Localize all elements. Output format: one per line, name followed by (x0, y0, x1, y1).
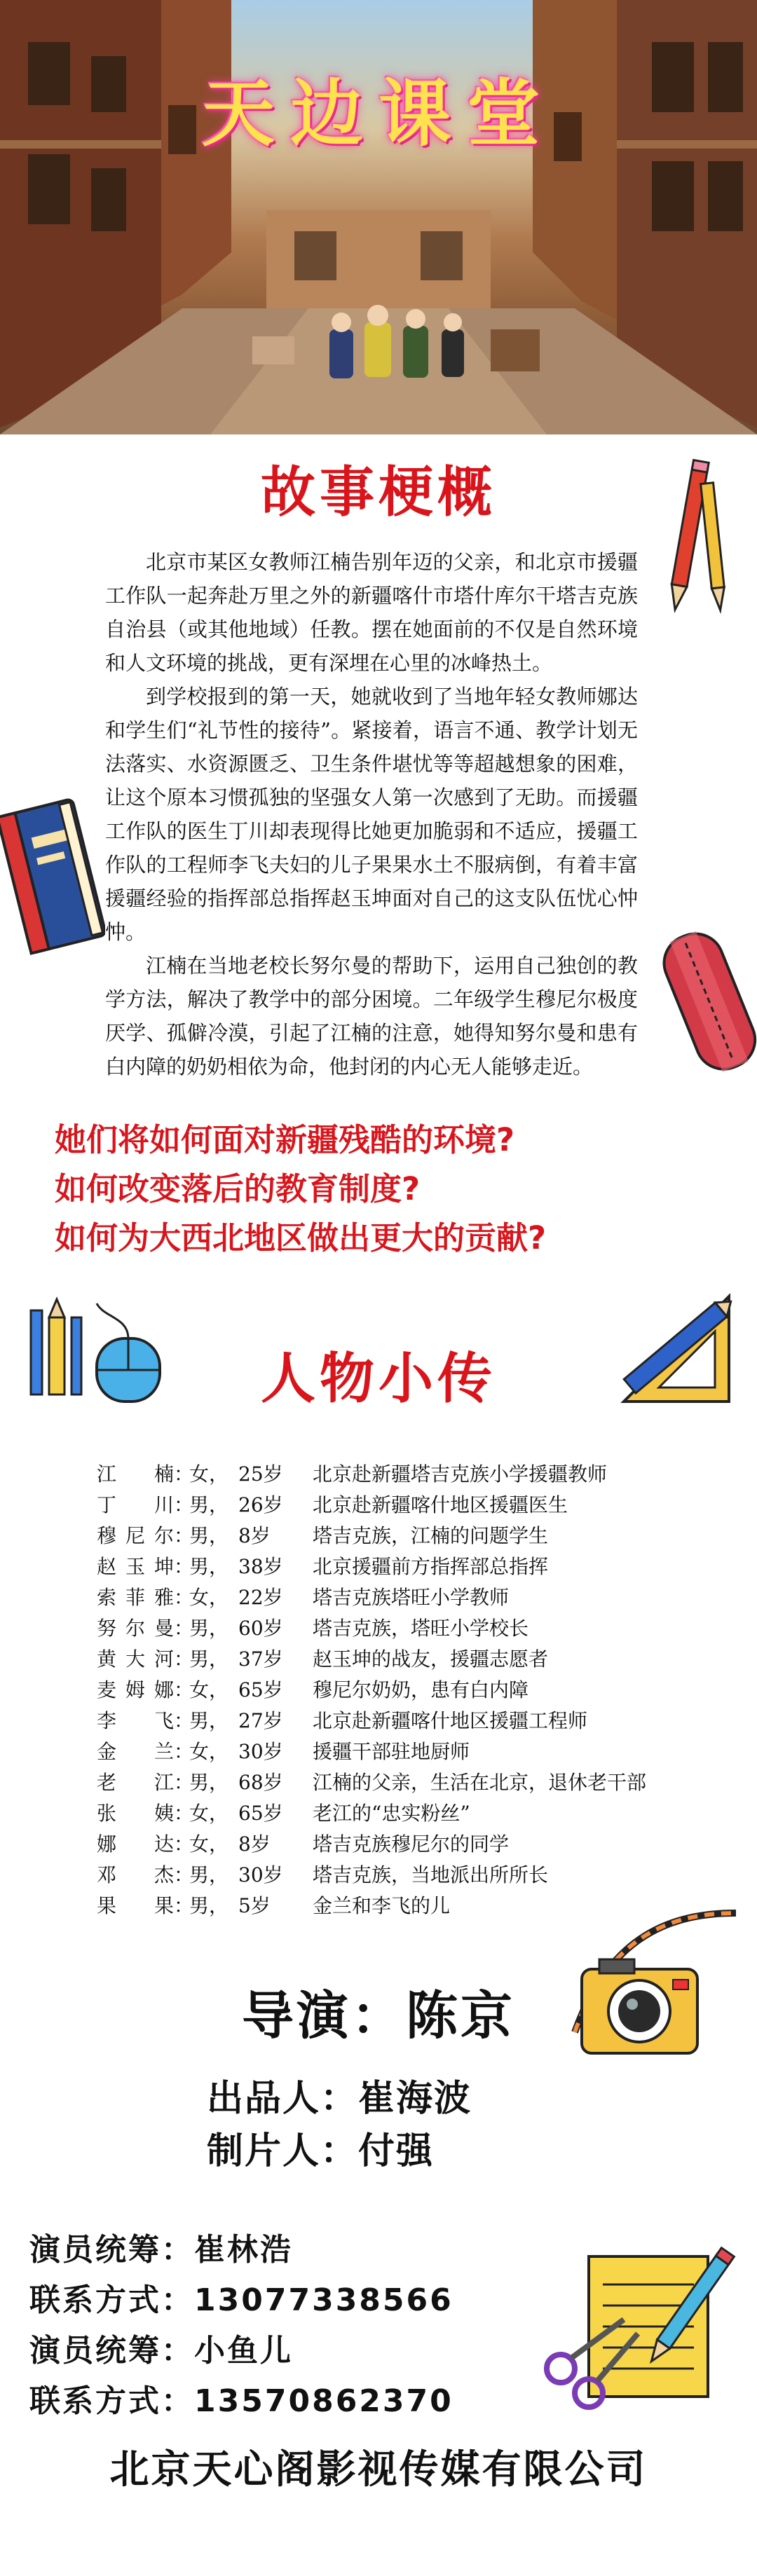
characters-title: 人物小传 (260, 1348, 496, 1411)
contact-line (29, 2224, 293, 2269)
character-gender: 男， (189, 1555, 229, 1578)
character-name-char: 黄 (97, 1647, 117, 1671)
contact-label: 联系方式： (29, 2383, 194, 2419)
character-gender: 女， (189, 1802, 229, 1825)
synopsis-paragraph: 江楠在当地老校长努尔曼的帮助下，运用自己独创的教学方法，解决了教学中的部分困境。二年级学生穆尼尔极度厌学、孤僻冷漠，引起了江楠的注意，她得知努尔曼和患有白内障的奶奶相依为命，他封闭的内心无人能够走近。 (105, 954, 638, 1078)
character-name-char: 姆 (125, 1678, 145, 1701)
character-name-char: 索 (97, 1586, 117, 1609)
character-name-char: 尔 (154, 1524, 174, 1547)
character-age: 8岁 (238, 1832, 271, 1856)
character-age: 8岁 (238, 1524, 271, 1547)
synopsis-paragraph: 到学校报到的第一天，她就收到了当地年轻女教师娜达和学生们“礼节性的接待”。紧接着，语言不通、教学计划无法落实、水资源匮乏、卫生条件堪忧等等超越想象的困难，让这个原本习惯孤独的坚强女人第一次感到了无助。而援疆工作队的医生丁川却表现得比她更加脆弱和不适应，援疆工作队的工程师李飞夫妇的儿子果果水土不服病倒，有着丰富援疆经验的指挥部总指挥赵玉坤面对自己的这支队伍忧心忡忡。 (105, 685, 638, 944)
separator: ： (174, 1617, 194, 1640)
contact-line (29, 2376, 453, 2420)
character-name (97, 1767, 174, 1795)
character-row (97, 1643, 714, 1673)
contact-label: 演员统筹： (29, 2232, 194, 2268)
character-name-char: 金 (97, 1740, 117, 1763)
contact-label: 演员统筹： (29, 2333, 194, 2369)
character-name-char: 大 (125, 1647, 145, 1671)
character-age: 30岁 (238, 1740, 283, 1763)
separator: ： (174, 1555, 194, 1578)
character-name-char: 飞 (154, 1709, 174, 1732)
character-description: 塔吉克族塔旺小学教师 (313, 1586, 510, 1609)
gender-value: 女 (189, 1802, 210, 1825)
character-description: 塔吉克族，江楠的问题学生 (313, 1524, 549, 1547)
character-name-char: 努 (97, 1617, 117, 1640)
character-name-char: 达 (154, 1832, 174, 1856)
contact-label: 联系方式： (29, 2282, 194, 2318)
contact-line (29, 2325, 293, 2370)
character-description: 穆尼尔奶奶，患有白内障 (313, 1678, 529, 1701)
gender-value: 女 (189, 1832, 210, 1856)
character-row (97, 1458, 714, 1488)
gender-value: 男 (189, 1555, 210, 1578)
contact-value: 13077338566 (194, 2282, 453, 2318)
character-name-char: 坤 (154, 1555, 174, 1578)
character-age: 26岁 (238, 1493, 283, 1516)
character-age: 60岁 (238, 1617, 283, 1640)
character-name (97, 1521, 174, 1549)
character-age: 25岁 (238, 1462, 283, 1486)
character-age: 22岁 (238, 1586, 283, 1609)
character-name-char: 张 (97, 1802, 117, 1825)
character-name-char: 老 (97, 1771, 117, 1794)
character-name-char: 麦 (97, 1678, 117, 1701)
character-name-char: 李 (97, 1709, 117, 1732)
character-name-char: 果 (154, 1894, 174, 1917)
gender-value: 男 (189, 1493, 210, 1516)
character-name (97, 1706, 174, 1734)
character-description: 北京赴新疆喀什地区援疆医生 (313, 1493, 568, 1516)
character-description: 北京援疆前方指挥部总指挥 (313, 1555, 549, 1578)
gender-value: 女 (189, 1462, 210, 1486)
gender-value: 男 (189, 1647, 210, 1671)
character-name-char: 尔 (125, 1617, 145, 1640)
character-description: 塔吉克族穆尼尔的同学 (313, 1832, 510, 1856)
character-name-char: 果 (97, 1894, 117, 1917)
character-description: 金兰和李飞的儿 (313, 1894, 451, 1917)
character-name-char: 江 (154, 1771, 174, 1794)
maker-credit: 制片人：付强 (207, 2130, 435, 2172)
character-description: 塔吉克族，当地派出所所长 (313, 1863, 549, 1886)
contact-value: 崔林浩 (194, 2232, 293, 2268)
character-name-char: 川 (154, 1493, 174, 1516)
character-name-char: 菲 (125, 1586, 145, 1609)
contact-value: 小鱼儿 (194, 2333, 293, 2369)
character-gender: 男， (189, 1771, 229, 1794)
character-name (97, 1490, 174, 1518)
separator: ： (174, 1863, 194, 1886)
character-gender: 男， (189, 1709, 229, 1732)
character-row (97, 1797, 714, 1828)
separator: ： (174, 1832, 194, 1856)
question-list (55, 1116, 714, 1263)
character-gender: 女， (189, 1462, 229, 1486)
character-description: 江楠的父亲，生活在北京，退休老干部 (313, 1771, 647, 1794)
hero-banner (0, 0, 757, 434)
company-name: 北京天心阁影视传媒有限公司 (109, 2447, 648, 2493)
hero-title: 天边课堂 (201, 71, 555, 156)
character-name (97, 1891, 174, 1919)
character-row (97, 1612, 714, 1643)
gender-value: 男 (189, 1771, 210, 1794)
question-item: 如何改变落后的教育制度? (55, 1170, 421, 1207)
character-gender: 男， (189, 1493, 229, 1516)
separator: ： (174, 1709, 194, 1732)
character-age: 37岁 (238, 1647, 283, 1671)
gender-value: 男 (189, 1894, 210, 1917)
character-name (97, 1644, 174, 1672)
character-name (97, 1459, 174, 1487)
character-name-char: 玉 (125, 1555, 145, 1578)
character-name-char: 曼 (154, 1617, 174, 1640)
character-row (97, 1519, 714, 1550)
gender-value: 男 (189, 1709, 210, 1732)
character-description: 塔吉克族，塔旺小学校长 (313, 1617, 529, 1640)
character-name-char: 赵 (97, 1555, 117, 1578)
character-name-char: 邓 (97, 1863, 117, 1886)
character-age: 27岁 (238, 1709, 283, 1732)
character-gender: 女， (189, 1832, 229, 1856)
character-name-char: 江 (97, 1462, 117, 1486)
character-description: 老江的“忠实粉丝” (313, 1802, 470, 1825)
character-name (97, 1675, 174, 1703)
character-row (97, 1581, 714, 1612)
character-name-char: 杰 (154, 1863, 174, 1886)
character-description: 赵玉坤的战友，援疆志愿者 (313, 1647, 549, 1671)
gender-value: 女 (189, 1740, 210, 1763)
gender-value: 男 (189, 1524, 210, 1547)
separator: ： (174, 1462, 194, 1486)
separator: ： (174, 1647, 194, 1671)
character-name-char: 丁 (97, 1493, 117, 1516)
separator: ： (174, 1524, 194, 1547)
character-row (97, 1488, 714, 1519)
character-gender: 男， (189, 1894, 229, 1917)
separator: ： (174, 1894, 194, 1917)
character-name (97, 1798, 174, 1826)
character-age: 5岁 (238, 1894, 271, 1917)
character-description: 援疆干部驻地厨师 (313, 1740, 470, 1763)
character-name-char: 娜 (154, 1678, 174, 1701)
character-name-char: 穆 (97, 1524, 117, 1547)
character-name (97, 1582, 174, 1610)
ruler-triangle-icon (610, 1282, 743, 1416)
character-gender: 男， (189, 1524, 229, 1547)
gender-value: 男 (189, 1863, 210, 1886)
character-gender: 女， (189, 1740, 229, 1763)
question-item: 如何为大西北地区做出更大的贡献? (55, 1219, 547, 1256)
gender-value: 女 (189, 1678, 210, 1701)
separator: ： (174, 1771, 194, 1794)
separator: ： (174, 1586, 194, 1609)
gender-value: 女 (189, 1586, 210, 1609)
character-age: 65岁 (238, 1802, 283, 1825)
character-gender: 男， (189, 1647, 229, 1671)
character-list (97, 1458, 714, 1920)
separator: ： (174, 1493, 194, 1516)
character-row (97, 1550, 714, 1581)
question-item: 她们将如何面对新疆残酷的环境? (55, 1121, 515, 1158)
character-name (97, 1829, 174, 1857)
book-icon (0, 792, 105, 967)
character-row (97, 1735, 714, 1766)
character-age: 68岁 (238, 1771, 283, 1794)
character-age: 65岁 (238, 1678, 283, 1701)
gender-value: 男 (189, 1617, 210, 1640)
producer-credit: 出品人：崔海波 (207, 2078, 472, 2120)
character-row (97, 1828, 714, 1858)
character-name-char: 娜 (97, 1832, 117, 1856)
character-row (97, 1704, 714, 1735)
character-gender: 女， (189, 1678, 229, 1701)
character-name (97, 1860, 174, 1888)
character-description: 北京赴新疆塔吉克族小学援疆教师 (313, 1462, 608, 1486)
character-age: 30岁 (238, 1863, 283, 1886)
notepad-scissors-icon (533, 2242, 743, 2418)
character-gender: 女， (189, 1586, 229, 1609)
character-name-char: 河 (154, 1647, 174, 1671)
director-credit: 导演：陈京 (242, 1986, 515, 2046)
character-row (97, 1766, 714, 1797)
contact-value: 13570862370 (194, 2383, 453, 2419)
character-description: 北京赴新疆喀什地区援疆工程师 (313, 1709, 588, 1732)
character-row (97, 1673, 714, 1704)
character-gender: 男， (189, 1617, 229, 1640)
contact-line (29, 2275, 453, 2320)
character-name (97, 1551, 174, 1580)
synopsis-title: 故事梗概 (260, 461, 496, 524)
character-name (97, 1613, 174, 1641)
character-name (97, 1736, 174, 1765)
separator: ： (174, 1740, 194, 1763)
character-name-char: 楠 (154, 1462, 174, 1486)
character-row (97, 1858, 714, 1889)
pencil-case-icon (659, 911, 757, 1093)
separator: ： (174, 1678, 194, 1701)
character-gender: 男， (189, 1863, 229, 1886)
character-age: 38岁 (238, 1555, 283, 1578)
character-name-char: 兰 (154, 1740, 174, 1763)
separator: ： (174, 1802, 194, 1825)
character-name-char: 雅 (154, 1586, 174, 1609)
character-name-char: 尼 (125, 1524, 145, 1547)
character-name-char: 姨 (154, 1802, 174, 1825)
synopsis-paragraph: 北京市某区女教师江楠告别年迈的父亲，和北京市援疆工作队一起奔赴万里之外的新疆喀什市塔什库尔干塔吉克族自治县（或其他地域）任教。摆在她面前的不仅是自然环境和人文环境的挑战，更有深埋在心里的冰峰热土。 (105, 550, 638, 675)
pencils-icon (666, 455, 736, 624)
